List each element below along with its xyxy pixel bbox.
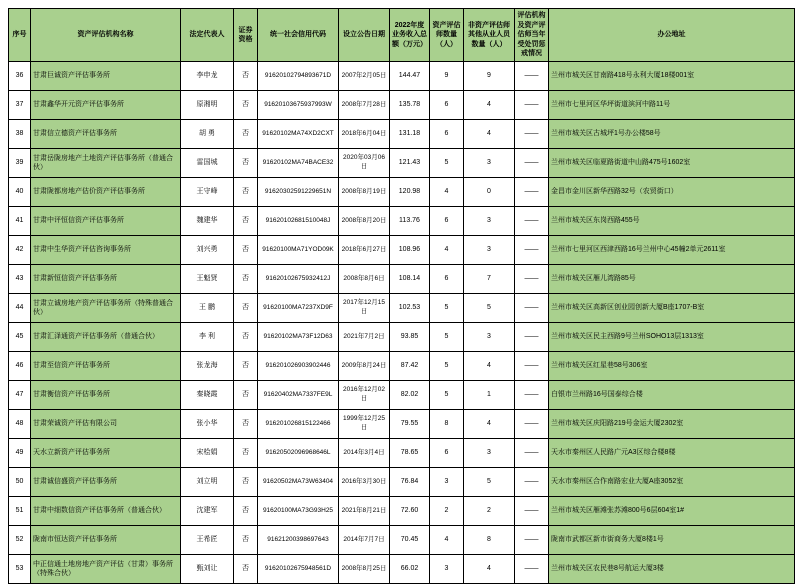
table-cell: 46: [9, 352, 31, 381]
table-cell: 2014年3月4日: [339, 439, 390, 468]
table-row: [9, 178, 795, 207]
table-cell: 8: [430, 410, 464, 439]
table-cell: 天水市秦州区合作南路宏业大厦A座3052室: [549, 468, 795, 497]
table-cell: 否: [234, 526, 258, 555]
table-row: [9, 323, 795, 352]
table-cell: 秦晓霞: [181, 381, 234, 410]
table-cell: 2016年12月02日: [339, 381, 390, 410]
table-cell: 120.98: [390, 178, 430, 207]
table-cell: 52: [9, 526, 31, 555]
table-cell: 王魁贤: [181, 265, 234, 294]
column-header-6: 设立公告日期: [339, 9, 390, 62]
table-cell: 否: [234, 497, 258, 526]
table-cell: 91620302591229651N: [258, 178, 339, 207]
table-cell: ——: [515, 91, 549, 120]
table-cell: 兰州市城关区农民巷8号航运大厦3楼: [549, 555, 795, 584]
table-cell: 102.53: [390, 294, 430, 323]
table-cell: 张小华: [181, 410, 234, 439]
table-cell: 甘肃巨诚资产评估事务所: [31, 62, 181, 91]
table-cell: 2008年8月25日: [339, 555, 390, 584]
table-cell: 91620102675932412J: [258, 265, 339, 294]
table-cell: 兰州市七里河区西津西路16号兰州中心45幢2单元2611室: [549, 236, 795, 265]
table-cell: 王希匠: [181, 526, 234, 555]
table-cell: 4: [430, 526, 464, 555]
table-cell: 5: [430, 352, 464, 381]
table-cell: 2020年03月06日: [339, 149, 390, 178]
table-cell: 40: [9, 178, 31, 207]
table-cell: 兰州市城关区红星巷58号306室: [549, 352, 795, 381]
table-cell: 2014年7月7日: [339, 526, 390, 555]
table-row: [9, 120, 795, 149]
table-cell: 4: [464, 120, 515, 149]
table-cell: 4: [464, 91, 515, 120]
table-cell: 雷国城: [181, 149, 234, 178]
table-cell: 43: [9, 265, 31, 294]
table-cell: ——: [515, 265, 549, 294]
table-cell: 45: [9, 323, 31, 352]
table-cell: 否: [234, 207, 258, 236]
table-cell: 兰州市城关区雁滩张苏滩800号6层604室1#: [549, 497, 795, 526]
table-cell: 131.18: [390, 120, 430, 149]
table-cell: 144.47: [390, 62, 430, 91]
table-cell: 甄刘让: [181, 555, 234, 584]
table-cell: 天水立新资产评估事务所: [31, 439, 181, 468]
table-cell: 2: [430, 497, 464, 526]
appraisal-institutions-table: [8, 8, 795, 584]
table-cell: 79.55: [390, 410, 430, 439]
table-cell: 3: [464, 236, 515, 265]
table-cell: 6: [430, 265, 464, 294]
table-cell: 5: [430, 381, 464, 410]
table-cell: ——: [515, 236, 549, 265]
table-cell: 甘肃岳陇房地产土地资产评估事务所（普通合伙）: [31, 149, 181, 178]
table-cell: 否: [234, 555, 258, 584]
table-cell: 135.78: [390, 91, 430, 120]
table-row: [9, 439, 795, 468]
table-cell: 王 鹏: [181, 294, 234, 323]
table-cell: 2016年3月30日: [339, 468, 390, 497]
table-cell: ——: [515, 410, 549, 439]
table-cell: 2021年8月21日: [339, 497, 390, 526]
table-row: [9, 410, 795, 439]
table-cell: 2008年7月28日: [339, 91, 390, 120]
table-cell: 原湘明: [181, 91, 234, 120]
table-cell: 5: [430, 294, 464, 323]
table-cell: 916201026815122466: [258, 410, 339, 439]
table-cell: 魏建华: [181, 207, 234, 236]
table-cell: 93.85: [390, 323, 430, 352]
table-cell: 甘肃信立德资产评估事务所: [31, 120, 181, 149]
table-cell: 2008年8月19日: [339, 178, 390, 207]
table-row: [9, 265, 795, 294]
table-cell: 91621200398697643: [258, 526, 339, 555]
table-cell: 44: [9, 294, 31, 323]
table-cell: 916201026903902446: [258, 352, 339, 381]
table-cell: ——: [515, 149, 549, 178]
table-cell: 甘肃中评恒信资产评估事务所: [31, 207, 181, 236]
table-cell: 兰州市城关区高新区创业园创新大厦B座1707-B室: [549, 294, 795, 323]
table-cell: 1999年12月25日: [339, 410, 390, 439]
table-row: [9, 352, 795, 381]
table-cell: 3: [464, 149, 515, 178]
table-cell: 3: [464, 207, 515, 236]
table-cell: 否: [234, 236, 258, 265]
table-cell: 否: [234, 91, 258, 120]
table-cell: 3: [464, 439, 515, 468]
table-cell: 否: [234, 352, 258, 381]
table-cell: 1: [464, 381, 515, 410]
table-cell: 5: [430, 149, 464, 178]
column-header-9: 非资产评估师其他从业人员数量（人）: [464, 9, 515, 62]
table-cell: 9: [464, 62, 515, 91]
table-cell: 37: [9, 91, 31, 120]
table-cell: 甘肃中生华资产评估咨询事务所: [31, 236, 181, 265]
table-cell: 47: [9, 381, 31, 410]
table-cell: 82.02: [390, 381, 430, 410]
table-cell: 6: [430, 439, 464, 468]
table-cell: ——: [515, 120, 549, 149]
table-cell: 4: [464, 410, 515, 439]
table-cell: 91620102MA74XD2CXT: [258, 120, 339, 149]
table-cell: 3: [430, 555, 464, 584]
table-cell: 91620102794893671D: [258, 62, 339, 91]
table-row: [9, 468, 795, 497]
table-cell: 91620103675937993W: [258, 91, 339, 120]
table-cell: 91620100MA7237XD9F: [258, 294, 339, 323]
table-cell: 0: [464, 178, 515, 207]
table-cell: ——: [515, 555, 549, 584]
table-cell: 兰州市城关区古城坪1号办公楼58号: [549, 120, 795, 149]
table-cell: ——: [515, 468, 549, 497]
table-cell: 否: [234, 410, 258, 439]
column-header-7: 2022年度业务收入总额（万元）: [390, 9, 430, 62]
table-cell: 108.96: [390, 236, 430, 265]
table-cell: 陇南市武都区新市街商务大厦8楼1号: [549, 526, 795, 555]
table-row: [9, 294, 795, 323]
table-cell: 91620502MA73W63404: [258, 468, 339, 497]
table-cell: 113.76: [390, 207, 430, 236]
table-cell: 甘肃至信资产评估事务所: [31, 352, 181, 381]
column-header-3: 法定代表人: [181, 9, 234, 62]
column-header-8: 资产评估师数量（人）: [430, 9, 464, 62]
table-cell: 甘肃衡信资产评估事务所: [31, 381, 181, 410]
table-cell: 兰州市城关区民主西路9号兰州SOHO13层1313室: [549, 323, 795, 352]
table-row: [9, 62, 795, 91]
table-cell: 刘兴勇: [181, 236, 234, 265]
table-cell: 否: [234, 439, 258, 468]
table-cell: 121.43: [390, 149, 430, 178]
table-cell: 中正信通土地房地产资产评估（甘肃）事务所（特殊合伙）: [31, 555, 181, 584]
table-cell: 甘肃荣诚资产评估有限公司: [31, 410, 181, 439]
table-cell: 2: [464, 497, 515, 526]
table-cell: ——: [515, 178, 549, 207]
table-cell: ——: [515, 439, 549, 468]
table-cell: 否: [234, 62, 258, 91]
table-cell: 白银市兰州路16号国泰综合楼: [549, 381, 795, 410]
table-row: [9, 207, 795, 236]
table-cell: 兰州市七里河区华坪街道滨河中路11号: [549, 91, 795, 120]
table-cell: 2021年7月2日: [339, 323, 390, 352]
table-cell: 王守峰: [181, 178, 234, 207]
table-cell: 3: [464, 323, 515, 352]
table-cell: 4: [430, 236, 464, 265]
table-cell: 76.84: [390, 468, 430, 497]
table-cell: 91620102MA73F12D63: [258, 323, 339, 352]
table-cell: 4: [464, 555, 515, 584]
table-cell: 6: [430, 91, 464, 120]
table-cell: 兰州市城关区雁儿湾路85号: [549, 265, 795, 294]
table-cell: 宋桧娟: [181, 439, 234, 468]
table-cell: 70.45: [390, 526, 430, 555]
table-cell: 53: [9, 555, 31, 584]
column-header-1: 序号: [9, 9, 31, 62]
table-row: [9, 381, 795, 410]
table-cell: 108.14: [390, 265, 430, 294]
table-cell: 兰州市城关区甘南路418号永利大厦18楼001室: [549, 62, 795, 91]
table-cell: 91620502096968646L: [258, 439, 339, 468]
table-cell: 4: [464, 352, 515, 381]
table-cell: 李申龙: [181, 62, 234, 91]
table-cell: 兰州市城关区庆阳路219号金运大厦2302室: [549, 410, 795, 439]
table-cell: 甘肃陇都房地产估价资产评估事务所: [31, 178, 181, 207]
table-cell: ——: [515, 497, 549, 526]
table-cell: 2007年2月05日: [339, 62, 390, 91]
table-cell: 3: [430, 468, 464, 497]
table-cell: 4: [430, 178, 464, 207]
table-body: [9, 62, 795, 584]
table-cell: 91620102675948561D: [258, 555, 339, 584]
table-cell: ——: [515, 207, 549, 236]
table-cell: 否: [234, 468, 258, 497]
table-row: [9, 555, 795, 584]
table-cell: 刘立明: [181, 468, 234, 497]
table-cell: 2017年12月15日: [339, 294, 390, 323]
table-cell: 2008年8月6日: [339, 265, 390, 294]
table-cell: 91620100MA73G93H25: [258, 497, 339, 526]
table-cell: 39: [9, 149, 31, 178]
column-header-5: 统一社会信用代码: [258, 9, 339, 62]
table-cell: 沈建军: [181, 497, 234, 526]
table-cell: ——: [515, 381, 549, 410]
column-header-10: 评估机构及资产评估师当年受处罚惩戒情况: [515, 9, 549, 62]
table-cell: 91620102681510048J: [258, 207, 339, 236]
table-cell: 38: [9, 120, 31, 149]
table-cell: 否: [234, 381, 258, 410]
table-cell: 2009年8月24日: [339, 352, 390, 381]
table-cell: 8: [464, 526, 515, 555]
table-cell: 41: [9, 207, 31, 236]
table-row: [9, 497, 795, 526]
table-cell: 6: [430, 120, 464, 149]
table-cell: 42: [9, 236, 31, 265]
table-cell: 李 利: [181, 323, 234, 352]
table-cell: 87.42: [390, 352, 430, 381]
table-cell: 51: [9, 497, 31, 526]
table-row: [9, 236, 795, 265]
table-cell: 91620100MA71YOD09K: [258, 236, 339, 265]
table-cell: 7: [464, 265, 515, 294]
table-cell: 甘肃汇泽通资产评估事务所（普通合伙）: [31, 323, 181, 352]
table-cell: 否: [234, 265, 258, 294]
column-header-2: 资产评估机构名称: [31, 9, 181, 62]
table-cell: ——: [515, 62, 549, 91]
table-cell: 78.65: [390, 439, 430, 468]
table-cell: 36: [9, 62, 31, 91]
table-cell: 胡 勇: [181, 120, 234, 149]
table-cell: 张龙海: [181, 352, 234, 381]
table-cell: 金昌市金川区新华西路32号（农贸街口）: [549, 178, 795, 207]
table-cell: 6: [430, 207, 464, 236]
table-cell: 49: [9, 439, 31, 468]
table-cell: ——: [515, 352, 549, 381]
table-cell: 5: [464, 468, 515, 497]
table-cell: 66.02: [390, 555, 430, 584]
table-cell: 2008年8月20日: [339, 207, 390, 236]
table-cell: 兰州市城关区临夏路街道中山路475号1602室: [549, 149, 795, 178]
table-cell: 天水市秦州区人民路广元A3区综合楼8楼: [549, 439, 795, 468]
table-cell: 否: [234, 323, 258, 352]
table-cell: 甘肃鑫华开元资产评估事务所: [31, 91, 181, 120]
table-cell: 陇南市恒达资产评估事务所: [31, 526, 181, 555]
table-cell: ——: [515, 294, 549, 323]
table-cell: 9: [430, 62, 464, 91]
table-cell: 甘肃中细数信资产评估事务所（普通合伙）: [31, 497, 181, 526]
table-cell: 5: [464, 294, 515, 323]
column-header-11: 办公地址: [549, 9, 795, 62]
table-row: [9, 526, 795, 555]
table-cell: ——: [515, 323, 549, 352]
table-cell: 否: [234, 149, 258, 178]
table-cell: 2018年6月27日: [339, 236, 390, 265]
table-cell: 48: [9, 410, 31, 439]
table-cell: ——: [515, 526, 549, 555]
table-cell: 91620102MA74BACE32: [258, 149, 339, 178]
table-cell: 甘肃新恒信资产评估事务所: [31, 265, 181, 294]
table-row: [9, 149, 795, 178]
table-cell: 50: [9, 468, 31, 497]
table-cell: 91620402MA7337FE9L: [258, 381, 339, 410]
table-cell: 甘肃诚信盛资产评估事务所: [31, 468, 181, 497]
table-row: [9, 91, 795, 120]
table-cell: 兰州市城关区东岗西路455号: [549, 207, 795, 236]
table-cell: 甘肃立诚房地产资产评估事务所（特殊普通合伙）: [31, 294, 181, 323]
table-cell: 否: [234, 178, 258, 207]
table-cell: 否: [234, 120, 258, 149]
column-header-4: 证券资格: [234, 9, 258, 62]
table-cell: 2018年6月04日: [339, 120, 390, 149]
table-cell: 否: [234, 294, 258, 323]
table-cell: 5: [430, 323, 464, 352]
table-cell: 72.60: [390, 497, 430, 526]
header-row: [9, 9, 795, 62]
